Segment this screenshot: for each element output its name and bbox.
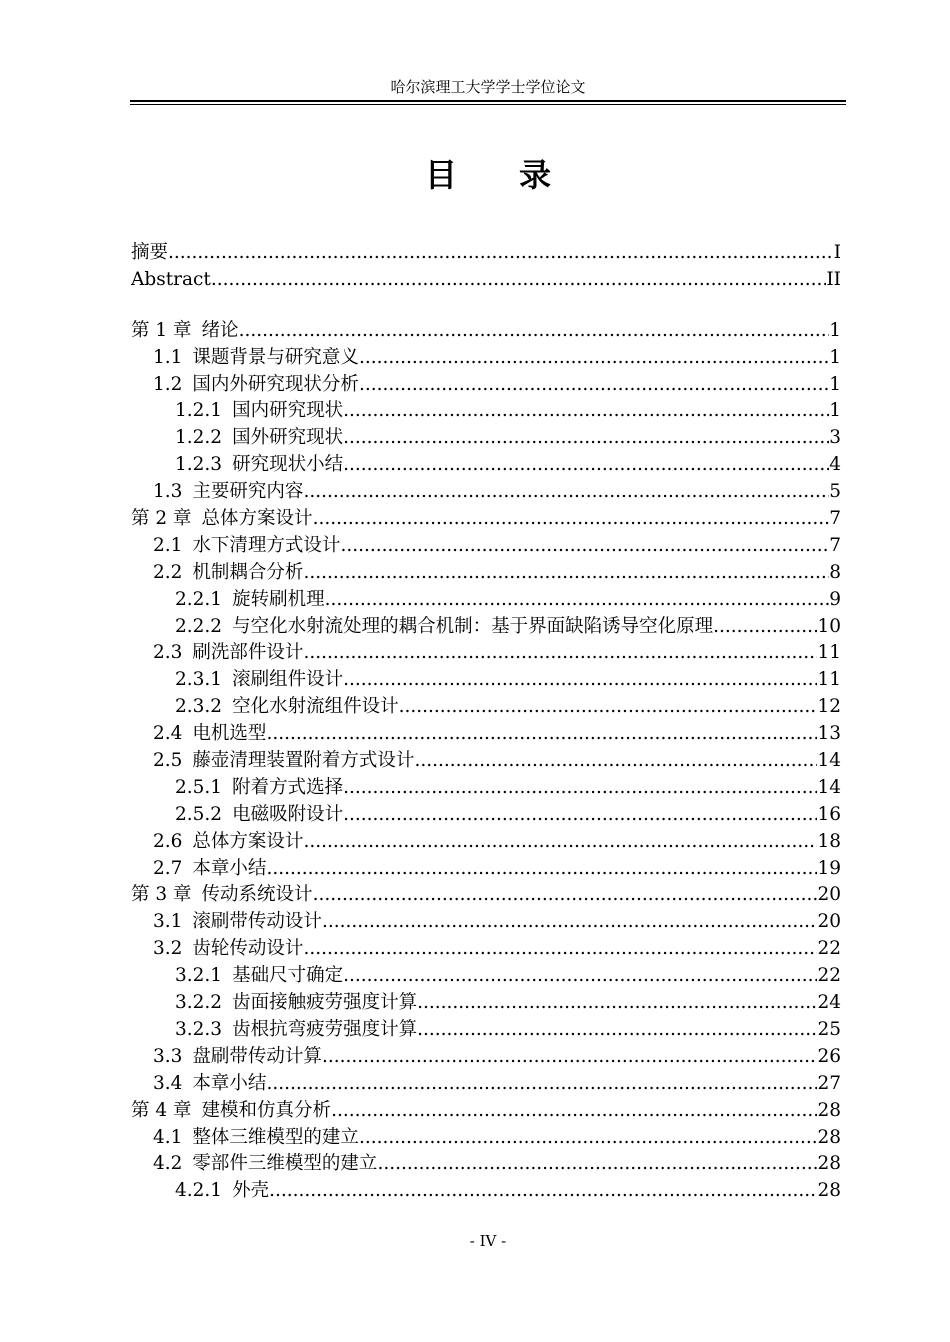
toc-entry-label bbox=[175, 694, 399, 721]
toc-entry-page: 1 bbox=[829, 319, 841, 341]
toc-entry-page: 20 bbox=[817, 911, 841, 933]
toc-entry[interactable] bbox=[131, 506, 841, 533]
table-of-contents bbox=[131, 240, 841, 1205]
toc-entry-number: 2.5.2 bbox=[175, 803, 223, 825]
toc-entry-number: 1.2 bbox=[153, 373, 183, 395]
toc-entry-label bbox=[153, 1125, 359, 1152]
toc-entry[interactable] bbox=[131, 318, 841, 345]
toc-dot-leader bbox=[303, 479, 829, 506]
toc-entry-number: 4.2.1 bbox=[175, 1180, 223, 1202]
toc-entry[interactable] bbox=[131, 990, 841, 1017]
page-number: - IV - bbox=[469, 1232, 507, 1250]
toc-entry-page: 1 bbox=[829, 373, 841, 395]
toc-entry[interactable] bbox=[131, 425, 841, 452]
toc-dot-leader bbox=[269, 1178, 817, 1205]
toc-dot-leader bbox=[343, 667, 817, 694]
toc-entry-title: 国内外研究现状分析 bbox=[192, 373, 359, 395]
toc-entry[interactable] bbox=[131, 667, 841, 694]
toc-entry-page: 18 bbox=[817, 830, 841, 852]
toc-entry-title: 藤壶清理装置附着方式设计 bbox=[192, 750, 415, 772]
toc-dot-leader bbox=[359, 1125, 818, 1152]
toc-entry-label bbox=[153, 640, 303, 667]
toc-entry-title: 刷洗部件设计 bbox=[192, 642, 304, 664]
header-rule-thin bbox=[130, 104, 846, 105]
toc-entry-number: 2.6 bbox=[153, 830, 183, 852]
toc-entry-page: 11 bbox=[817, 669, 841, 691]
toc-entry-title: 水下清理方式设计 bbox=[192, 534, 341, 556]
toc-entry[interactable] bbox=[131, 829, 841, 856]
toc-entry-title: 整体三维模型的建立 bbox=[192, 1126, 359, 1148]
toc-entry-title: 本章小结 bbox=[192, 1072, 267, 1094]
toc-entry-title: 旋转刷机理 bbox=[232, 588, 325, 610]
toc-entry-number: 3.2.2 bbox=[175, 992, 223, 1014]
toc-entry-number: 2.3.1 bbox=[175, 669, 223, 691]
toc-entry[interactable] bbox=[131, 1125, 841, 1152]
toc-entry-title: 齿面接触疲劳强度计算 bbox=[232, 992, 418, 1014]
toc-entry-page: 16 bbox=[817, 803, 841, 825]
toc-entry-page: 1 bbox=[829, 346, 841, 368]
toc-dot-leader bbox=[417, 990, 817, 1017]
toc-entry[interactable] bbox=[131, 452, 841, 479]
header-rule-thick bbox=[130, 100, 846, 102]
toc-entry-page: 28 bbox=[817, 1153, 841, 1175]
toc-entry-label bbox=[153, 936, 303, 963]
toc-entry-number: 2.3 bbox=[153, 642, 183, 664]
toc-entry-number: 1.1 bbox=[153, 346, 183, 368]
toc-entry-number: 2.7 bbox=[153, 857, 183, 879]
toc-entry-page: 14 bbox=[817, 750, 841, 772]
toc-entry-label bbox=[153, 748, 414, 775]
toc-entry-page: 28 bbox=[817, 1180, 841, 1202]
toc-entry-title: 空化水射流组件设计 bbox=[232, 696, 399, 718]
toc-dot-leader bbox=[343, 425, 829, 452]
toc-entry-label bbox=[153, 909, 322, 936]
toc-entry-number: 2.1 bbox=[153, 534, 183, 556]
toc-dot-leader bbox=[340, 533, 829, 560]
toc-dot-leader bbox=[168, 240, 834, 267]
toc-entry[interactable] bbox=[131, 240, 841, 267]
toc-entry-number: 2.4 bbox=[153, 723, 183, 745]
toc-entry-title: 研究现状小结 bbox=[232, 454, 344, 476]
toc-entry[interactable] bbox=[131, 614, 841, 641]
toc-entry-number: 1.2.3 bbox=[175, 454, 223, 476]
toc-entry-page: 20 bbox=[817, 884, 841, 906]
toc-dot-leader bbox=[343, 398, 829, 425]
toc-entry-label bbox=[175, 1017, 417, 1044]
toc-dot-leader bbox=[303, 936, 817, 963]
toc-entry-number: 3.2.3 bbox=[175, 1018, 223, 1040]
toc-entry[interactable] bbox=[131, 640, 841, 667]
toc-entry-label bbox=[175, 802, 343, 829]
toc-entry-page: 11 bbox=[817, 642, 841, 664]
toc-entry-page: 8 bbox=[829, 561, 841, 583]
toc-entry-page: I bbox=[833, 242, 841, 263]
toc-entry-title: 电机选型 bbox=[192, 723, 267, 745]
toc-dot-leader bbox=[343, 963, 817, 990]
toc-dot-leader bbox=[266, 721, 817, 748]
toc-dot-leader bbox=[313, 506, 830, 533]
toc-entry[interactable] bbox=[131, 560, 841, 587]
toc-entry-label bbox=[153, 345, 359, 372]
toc-entry-page: 5 bbox=[829, 481, 841, 503]
toc-entry-page: 25 bbox=[817, 1018, 841, 1040]
toc-entry-number: 2.2.1 bbox=[175, 588, 223, 610]
toc-entry-number: 3.4 bbox=[153, 1072, 183, 1094]
toc-entry-title: 本章小结 bbox=[192, 857, 267, 879]
toc-entry-label bbox=[153, 372, 359, 399]
toc-entry-label bbox=[175, 1178, 269, 1205]
toc-entry-title: 机制耦合分析 bbox=[192, 561, 304, 583]
toc-entry-page: 1 bbox=[829, 400, 841, 422]
toc-entry-label bbox=[175, 614, 713, 641]
toc-entry-label bbox=[153, 721, 266, 748]
toc-entry[interactable] bbox=[131, 775, 841, 802]
toc-entry[interactable] bbox=[131, 1098, 841, 1125]
toc-entry-title: 与空化水射流处理的耦合机制：基于界面缺陷诱导空化原理 bbox=[232, 615, 714, 637]
toc-entry-label bbox=[153, 533, 340, 560]
toc-entry[interactable] bbox=[131, 372, 841, 399]
toc-entry-page: 22 bbox=[817, 965, 841, 987]
toc-entry-label bbox=[153, 479, 303, 506]
toc-entry[interactable] bbox=[131, 694, 841, 721]
toc-entry-title: 外壳 bbox=[232, 1180, 270, 1202]
toc-entry-label bbox=[175, 452, 343, 479]
toc-entry[interactable] bbox=[131, 909, 841, 936]
toc-entry[interactable] bbox=[131, 802, 841, 829]
toc-entry-number: 1.2.2 bbox=[175, 427, 223, 449]
toc-entry-label bbox=[131, 1098, 331, 1125]
toc-entry-number: 第 4 章 bbox=[131, 1099, 192, 1121]
toc-dot-leader bbox=[325, 587, 830, 614]
toc-entry[interactable] bbox=[131, 398, 841, 425]
toc-entry-label bbox=[153, 829, 303, 856]
toc-entry-number: 3.2 bbox=[153, 938, 183, 960]
toc-entry-label bbox=[175, 425, 343, 452]
toc-entry-page: 28 bbox=[817, 1099, 841, 1121]
toc-dot-leader bbox=[414, 748, 817, 775]
toc-entry-title: 总体方案设计 bbox=[201, 508, 313, 530]
toc-entry-label bbox=[175, 587, 325, 614]
toc-entry-number: 2.2.2 bbox=[175, 615, 223, 637]
toc-dot-leader bbox=[266, 1071, 817, 1098]
toc-entry-title: 总体方案设计 bbox=[192, 830, 304, 852]
toc-entry-number: 3.3 bbox=[153, 1045, 183, 1067]
toc-entry[interactable] bbox=[131, 1071, 841, 1098]
toc-entry-number: 4.2 bbox=[153, 1153, 183, 1175]
toc-entry-title: 盘刷带传动计算 bbox=[192, 1045, 322, 1067]
toc-entry-page: 9 bbox=[829, 588, 841, 610]
toc-dot-leader bbox=[377, 1151, 817, 1178]
toc-entry-label bbox=[153, 1044, 322, 1071]
toc-entry-number: 2.2 bbox=[153, 561, 183, 583]
toc-title: 目录 bbox=[424, 156, 613, 194]
toc-entry-page: II bbox=[826, 268, 841, 290]
toc-entry[interactable] bbox=[131, 1044, 841, 1071]
toc-dot-leader bbox=[417, 1017, 817, 1044]
toc-entry-number: 4.1 bbox=[153, 1126, 183, 1148]
toc-entry-title: 建模和仿真分析 bbox=[201, 1099, 332, 1121]
toc-entry-title: Abstract bbox=[131, 268, 211, 290]
toc-entry-label bbox=[153, 856, 266, 883]
toc-entry-label bbox=[131, 267, 211, 294]
toc-entry-label bbox=[175, 990, 417, 1017]
toc-dot-leader bbox=[343, 802, 817, 829]
toc-dot-leader bbox=[266, 856, 817, 883]
toc-entry-label bbox=[175, 775, 343, 802]
toc-dot-leader bbox=[313, 882, 818, 909]
toc-dot-leader bbox=[322, 1044, 818, 1071]
toc-dot-leader bbox=[359, 345, 829, 372]
toc-entry-title: 滚刷带传动设计 bbox=[192, 911, 322, 933]
toc-entry-title: 零部件三维模型的建立 bbox=[192, 1153, 378, 1175]
toc-dot-leader bbox=[343, 452, 829, 479]
toc-entry-title: 齿根抗弯疲劳强度计算 bbox=[232, 1018, 418, 1040]
toc-entry-page: 14 bbox=[817, 776, 841, 798]
toc-entry-page: 7 bbox=[829, 534, 841, 556]
toc-entry-title: 摘要 bbox=[131, 242, 169, 263]
toc-dot-leader bbox=[211, 267, 827, 294]
toc-entry[interactable] bbox=[131, 587, 841, 614]
toc-dot-leader bbox=[303, 640, 817, 667]
toc-entry-number: 1.3 bbox=[153, 481, 183, 503]
toc-entry[interactable] bbox=[131, 963, 841, 990]
toc-entry-page: 3 bbox=[829, 427, 841, 449]
toc-entry-label bbox=[131, 506, 313, 533]
toc-entry-number: 3.2.1 bbox=[175, 965, 223, 987]
toc-entry-page: 27 bbox=[817, 1072, 841, 1094]
toc-dot-leader bbox=[303, 829, 817, 856]
toc-entry-page: 28 bbox=[817, 1126, 841, 1148]
toc-entry[interactable] bbox=[131, 936, 841, 963]
toc-entry[interactable] bbox=[131, 748, 841, 775]
toc-entry-number: 第 2 章 bbox=[131, 508, 192, 530]
toc-dot-leader bbox=[303, 560, 829, 587]
toc-dot-leader bbox=[331, 1098, 817, 1125]
toc-entry-number: 3.1 bbox=[153, 911, 183, 933]
toc-entry-label bbox=[131, 882, 313, 909]
toc-entry-title: 主要研究内容 bbox=[192, 481, 304, 503]
toc-entry-number: 第 1 章 bbox=[131, 319, 192, 341]
toc-entry[interactable] bbox=[131, 267, 841, 294]
toc-entry-page: 4 bbox=[829, 454, 841, 476]
toc-entry-page: 13 bbox=[817, 723, 841, 745]
toc-entry-title: 基础尺寸确定 bbox=[232, 965, 344, 987]
toc-entry-label bbox=[153, 560, 303, 587]
toc-entry-page: 24 bbox=[817, 992, 841, 1014]
toc-dot-leader bbox=[239, 318, 830, 345]
toc-entry[interactable] bbox=[131, 882, 841, 909]
toc-entry-page: 26 bbox=[817, 1045, 841, 1067]
running-header: 哈尔滨理工大学学士学位论文 bbox=[390, 78, 586, 96]
toc-entry-label bbox=[175, 398, 343, 425]
toc-entry-title: 附着方式选择 bbox=[232, 776, 344, 798]
toc-entry-label bbox=[131, 318, 239, 345]
toc-entry-label bbox=[175, 667, 343, 694]
toc-entry-label bbox=[131, 240, 168, 267]
toc-entry-label bbox=[175, 963, 343, 990]
toc-entry-title: 课题背景与研究意义 bbox=[192, 346, 359, 368]
toc-entry-title: 齿轮传动设计 bbox=[192, 938, 304, 960]
toc-entry-title: 绪论 bbox=[201, 319, 239, 341]
toc-entry[interactable] bbox=[131, 1178, 841, 1205]
toc-entry[interactable] bbox=[131, 533, 841, 560]
toc-dot-leader bbox=[343, 775, 817, 802]
toc-entry[interactable] bbox=[131, 1151, 841, 1178]
toc-entry-title: 国内研究现状 bbox=[232, 400, 344, 422]
toc-entry-label bbox=[153, 1151, 377, 1178]
toc-entry-title: 国外研究现状 bbox=[232, 427, 344, 449]
toc-dot-leader bbox=[399, 694, 818, 721]
toc-entry[interactable] bbox=[131, 721, 841, 748]
toc-entry-page: 12 bbox=[817, 696, 841, 718]
toc-entry-number: 1.2.1 bbox=[175, 400, 223, 422]
toc-entry-label bbox=[153, 1071, 266, 1098]
toc-entry-title: 电磁吸附设计 bbox=[232, 803, 344, 825]
toc-entry-page: 22 bbox=[817, 938, 841, 960]
toc-entry-title: 滚刷组件设计 bbox=[232, 669, 344, 691]
toc-entry-number: 2.5 bbox=[153, 750, 183, 772]
toc-entry-number: 2.3.2 bbox=[175, 696, 223, 718]
toc-entry[interactable] bbox=[131, 856, 841, 883]
toc-dot-leader bbox=[713, 614, 817, 641]
toc-entry-page: 7 bbox=[829, 508, 841, 530]
toc-dot-leader bbox=[322, 909, 818, 936]
toc-entry-page: 10 bbox=[817, 615, 841, 637]
toc-entry-title: 传动系统设计 bbox=[201, 884, 313, 906]
toc-entry[interactable] bbox=[131, 479, 841, 506]
toc-entry-number: 2.5.1 bbox=[175, 776, 223, 798]
toc-entry-page: 19 bbox=[817, 857, 841, 879]
toc-entry-number: 第 3 章 bbox=[131, 884, 192, 906]
toc-entry[interactable] bbox=[131, 1017, 841, 1044]
toc-entry[interactable] bbox=[131, 345, 841, 372]
toc-dot-leader bbox=[359, 372, 829, 399]
